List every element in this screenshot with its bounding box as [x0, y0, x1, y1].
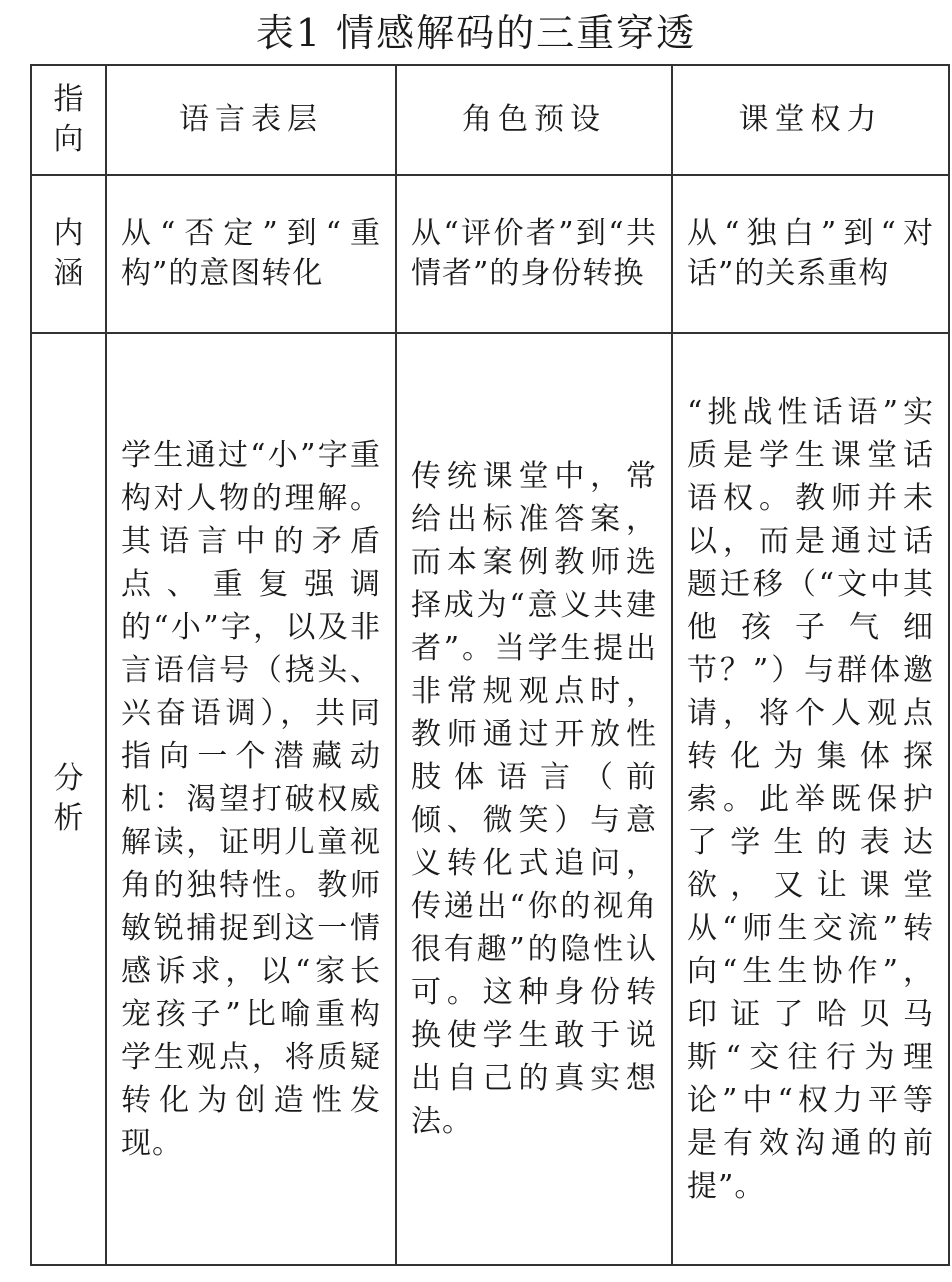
decoding-table	[30, 64, 950, 1266]
row-label-connotation: 内涵	[31, 175, 106, 333]
cell-connotation-language: 从“否定”到“重构”的意图转化	[106, 175, 396, 333]
header-row	[31, 65, 949, 175]
header-cell-role-preset: 角色预设	[396, 65, 672, 175]
table-caption: 表1 情感解码的三重穿透	[255, 11, 697, 55]
header-cell-direction: 指向	[31, 65, 106, 175]
cell-analysis-language: 学生通过“小”字重构对人物的理解。其语言中的矛盾点、重复强调的“小”字，以及非言语信号（挠头、兴奋语调），共同指向一个潜藏动机：渴望打破权威解读，证明儿童视角的独特性。教师敏锐捕捉到这一情感诉求，以“家长宠孩子”比喻重构学生观点，将质疑转化为创造性发现。	[106, 333, 396, 1265]
header-cell-language-surface: 语言表层	[106, 65, 396, 175]
header-cell-classroom-power: 课堂权力	[672, 65, 949, 175]
cell-connotation-power: 从“独白”到“对话”的关系重构	[672, 175, 949, 333]
row-label-analysis: 分析	[31, 333, 106, 1265]
table-row	[31, 175, 949, 333]
table-row	[31, 333, 949, 1265]
cell-connotation-role: 从“评价者”到“共情者”的身份转换	[396, 175, 672, 333]
cell-analysis-role: 传统课堂中，常给出标准答案，而本案例教师选择成为“意义共建者”。当学生提出非常规观点时，教师通过开放性肢体语言（前倾、微笑）与意义转化式追问，传递出“你的视角很有趣”的隐性认可。这种身份转换使学生敢于说出自己的真实想法。	[396, 333, 672, 1265]
cell-analysis-power: “挑战性话语”实质是学生课堂话语权。教师并未以，而是通过话题迁移（“文中其他孩子气细节？”）与群体邀请，将个人观点转化为集体探索。此举既保护了学生的表达欲，又让课堂从“师生交流”转向“生生协作”，印证了哈贝马斯“交往行为理论”中“权力平等是有效沟通的前提”。	[672, 333, 949, 1265]
